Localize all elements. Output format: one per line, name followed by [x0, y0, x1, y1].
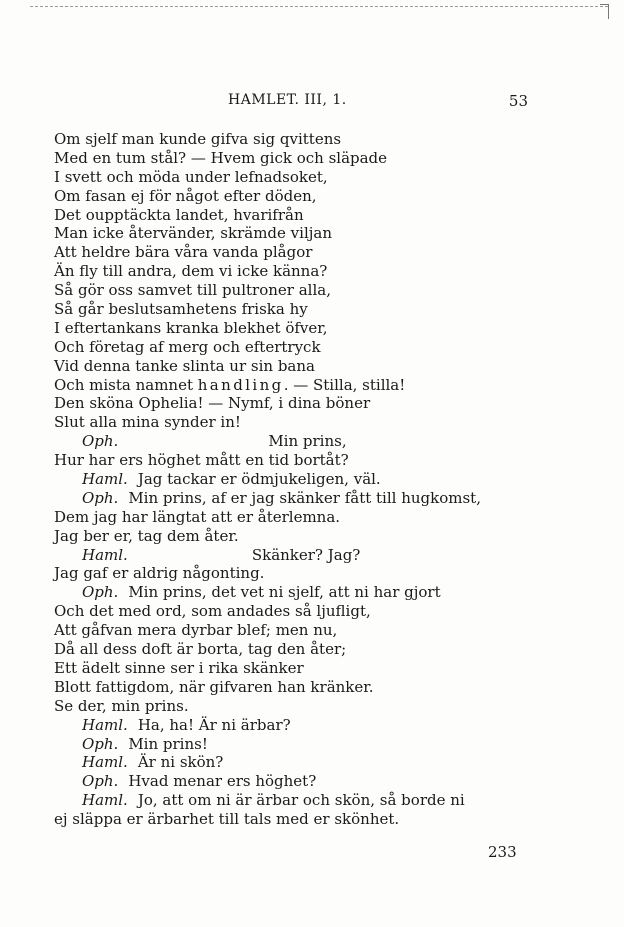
- line-text: Och företag af merg och eftertryck: [54, 337, 321, 356]
- line-text: Ha, ha! Är ni ärbar?: [137, 715, 291, 734]
- line-text: Så gör oss samvet till pultroner alla,: [54, 281, 331, 300]
- speech-line: [54, 735, 534, 754]
- speaker-name: Oph.: [82, 772, 119, 791]
- line-text: Om fasan ej för något efter döden,: [54, 186, 317, 205]
- line-text: Jo, att om ni är ärbar och skön, så borde ni: [137, 791, 465, 810]
- speech-line: [54, 470, 534, 489]
- line-text: Och det med ord, som andades så ljufligt,: [54, 602, 371, 621]
- verse-line: [54, 338, 534, 357]
- line-text: Jag gaf er aldrig någonting.: [54, 564, 265, 583]
- verse-line: [54, 357, 534, 376]
- line-text: Slut alla mina synder in!: [54, 413, 241, 432]
- verse-line: [54, 564, 534, 583]
- verse-line: [54, 451, 534, 470]
- line-text: Än fly till andra, dem vi icke känna?: [54, 262, 328, 281]
- emphasized-word: handling: [197, 375, 284, 394]
- speech-line: [54, 432, 534, 451]
- line-text: Min prins!: [128, 734, 208, 753]
- page-header: [228, 92, 528, 114]
- speaker-name: Haml.: [82, 753, 128, 772]
- speech-line: [54, 753, 534, 772]
- verse-line: [54, 508, 534, 527]
- line-text: Den sköna Ophelia! — Nymf, i dina böner: [54, 394, 371, 413]
- top-scan-rule: [30, 6, 608, 7]
- verse-line: [54, 527, 534, 546]
- signature-mark: 233: [488, 843, 517, 861]
- line-text: Så går beslutsamhetens friska hy: [54, 300, 308, 319]
- speaker-name: Oph.: [82, 488, 119, 507]
- verse-line: [54, 602, 534, 621]
- verse-line: [54, 376, 534, 395]
- verse-line: [54, 149, 534, 168]
- line-text: Hvad menar ers höghet?: [128, 772, 317, 791]
- page-number: 53: [508, 92, 528, 110]
- line-text: Vid denna tanke slinta ur sin bana: [54, 356, 315, 375]
- verse-line: [54, 659, 534, 678]
- verse-line: [54, 130, 534, 149]
- line-text: I svett och möda under lefnadsoket,: [54, 167, 328, 186]
- line-text: Och mista namnet: [54, 375, 198, 394]
- verse-line: [54, 810, 534, 829]
- line-text: Se der, min prins.: [54, 696, 189, 715]
- verse-line: [54, 206, 534, 225]
- speaker-name: Haml.: [82, 715, 128, 734]
- verse-line: [54, 413, 534, 432]
- line-text: Min prins, af er jag skänker fått till hugkomst,: [128, 488, 481, 507]
- running-title: HAMLET. III, 1.: [228, 92, 347, 108]
- line-text: Om sjelf man kunde gifva sig qvittens: [54, 130, 342, 148]
- verse-line: [54, 640, 534, 659]
- verse-line: [54, 678, 534, 697]
- speaker-name: Oph.: [82, 583, 119, 602]
- line-text: Man icke återvänder, skrämde viljan: [54, 224, 332, 243]
- line-text: Är ni skön?: [137, 753, 224, 772]
- verse-line: [54, 319, 534, 338]
- verse-line: [54, 262, 534, 281]
- line-text: Min prins, det vet ni sjelf, att ni har gjort: [128, 583, 441, 602]
- speech-line: [54, 489, 534, 508]
- verse-line: [54, 168, 534, 187]
- line-text: Ett ädelt sinne ser i rika skänker: [54, 658, 304, 677]
- line-text: . — Stilla, stilla!: [283, 375, 406, 394]
- line-text: Skänker? Jag?: [251, 545, 361, 564]
- verse-line: [54, 697, 534, 716]
- verse-line: [54, 187, 534, 206]
- speech-line: [54, 583, 534, 602]
- speaker-name: Oph.: [82, 432, 119, 451]
- line-text: Jag tackar er ödmjukeligen, väl.: [137, 470, 381, 489]
- line-text: Med en tum stål? — Hvem gick och släpade: [54, 148, 388, 167]
- line-text: Blott fattigdom, när gifvaren han kränker.: [54, 677, 374, 696]
- line-text: Jag ber er, tag dem åter.: [54, 526, 239, 545]
- line-text: Att heldre bära våra vanda plågor: [54, 243, 313, 262]
- corner-scan-mark: [600, 4, 609, 19]
- verse-line: [54, 621, 534, 640]
- speech-line: [54, 791, 534, 810]
- speaker-name: Haml.: [82, 545, 128, 564]
- speech-line: [54, 716, 534, 735]
- line-text: Då all dess doft är borta, tag den åter;: [54, 640, 347, 659]
- verse-line: [54, 224, 534, 243]
- verse-line: [54, 394, 534, 413]
- line-text: Dem jag har längtat att er återlemna.: [54, 507, 341, 526]
- line-text: Hur har ers höghet mått en tid bortåt?: [54, 451, 349, 470]
- line-text: Det oupptäckta landet, hvarifrån: [54, 205, 304, 224]
- line-text: I eftertankans kranka blekhet öfver,: [54, 318, 328, 337]
- line-text: ej släppa er ärbarhet till tals med er skönhet.: [54, 810, 400, 829]
- speech-line: [54, 772, 534, 791]
- speaker-name: Haml.: [82, 791, 128, 810]
- speech-line: [54, 546, 534, 565]
- verse-line: [54, 281, 534, 300]
- line-text: Min prins,: [268, 432, 347, 451]
- speaker-name: Haml.: [82, 470, 128, 489]
- play-text: [54, 130, 534, 829]
- verse-line: [54, 243, 534, 262]
- verse-line: [54, 300, 534, 319]
- line-text: Att gåfvan mera dyrbar blef; men nu,: [54, 621, 338, 640]
- speaker-name: Oph.: [82, 734, 119, 753]
